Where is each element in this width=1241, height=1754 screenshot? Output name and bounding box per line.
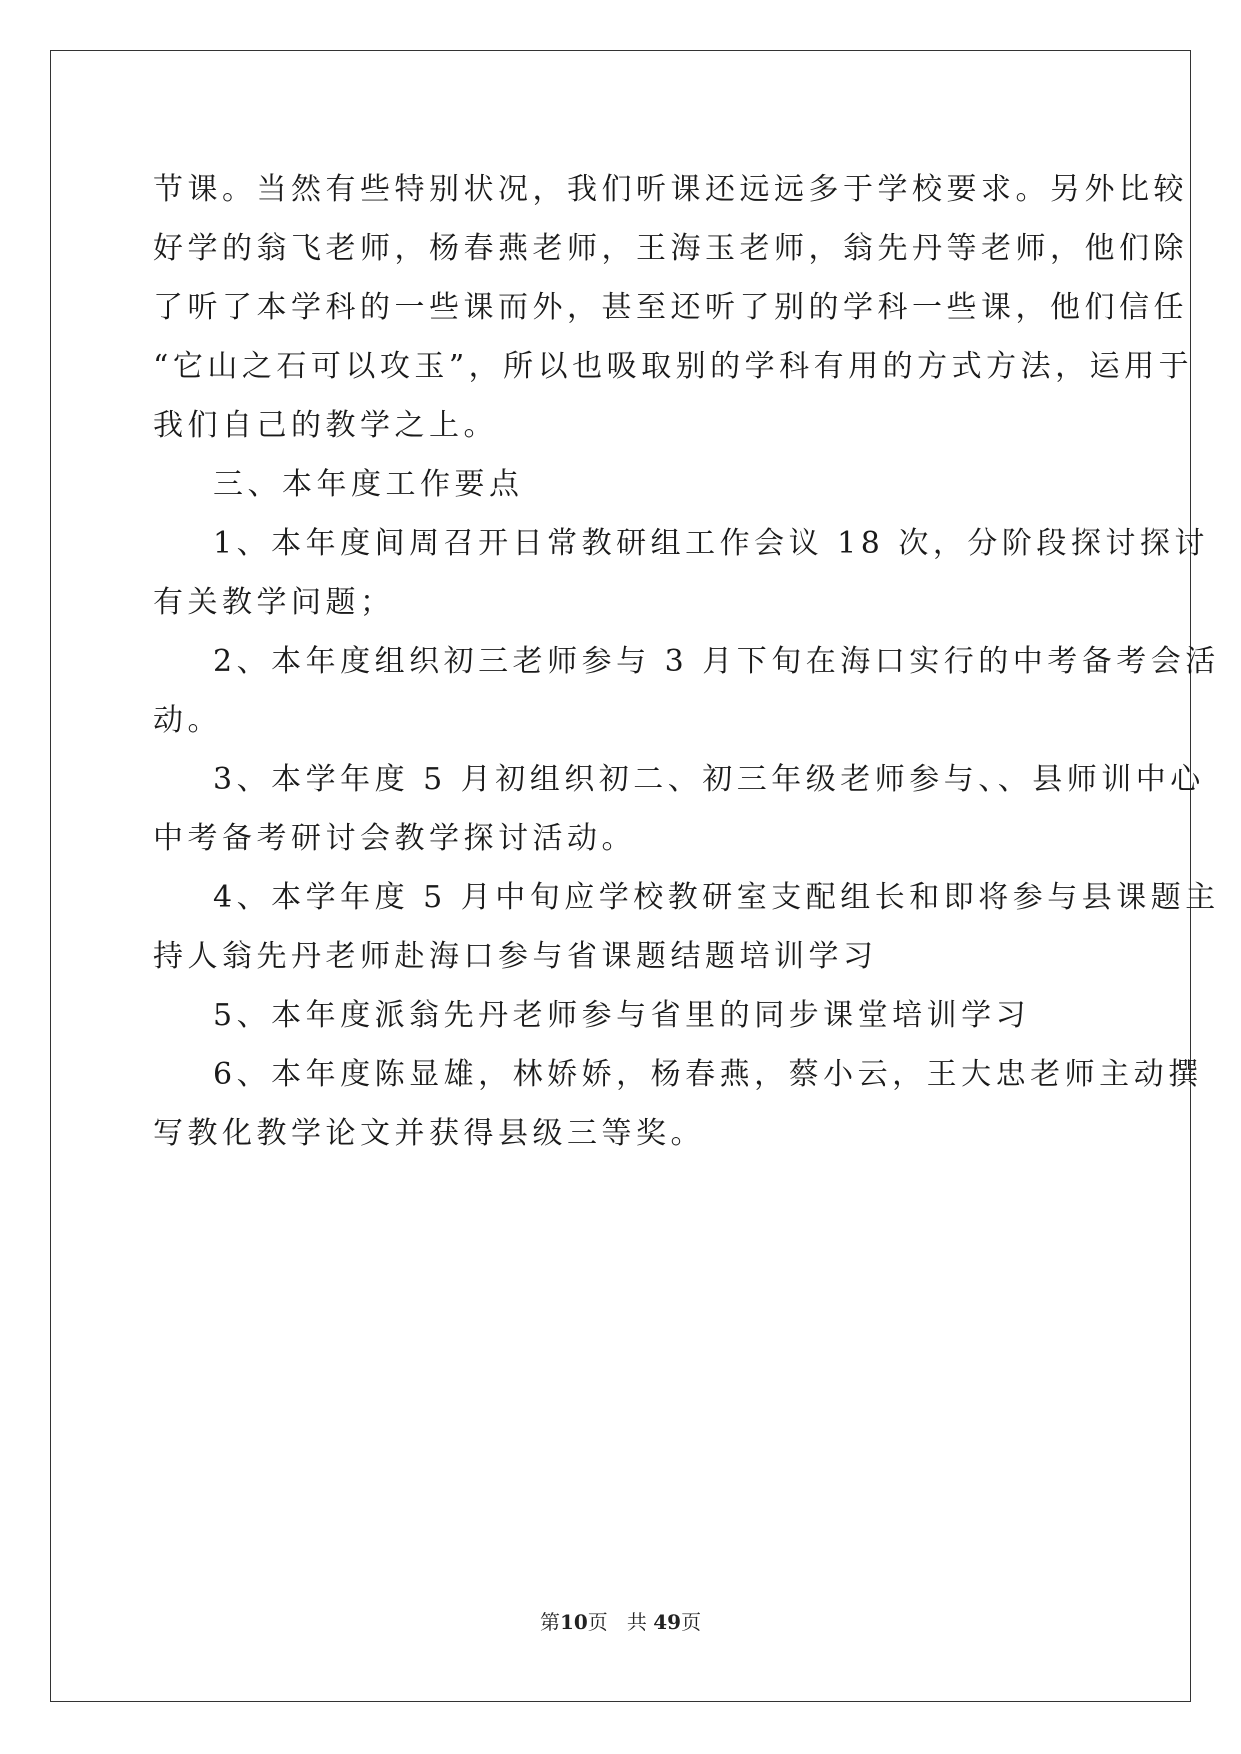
paragraph-line: 5、本年度派翁先丹老师参与省里的同步课堂培训学习 (213, 998, 1031, 1033)
page-suffix: 页 (587, 1610, 608, 1634)
paragraph-line: 2、本年度组织初三老师参与 3 月下旬在海口实行的中考备考会活 (213, 644, 1220, 679)
paragraph-line: 3、本学年度 5 月初组织初二、初三年级老师参与、、县师训中心 (213, 762, 1205, 797)
section-heading: 三、本年度工作要点 (213, 467, 524, 502)
paragraph-line: 中考备考研讨会教学探讨活动。 (153, 821, 636, 856)
paragraph-line: 1、本年度间周召开日常教研组工作会议 18 次，分阶段探讨探讨 (213, 526, 1209, 561)
paragraph-line: 好学的翁飞老师，杨春燕老师，王海玉老师，翁先丹等老师，他们除 (153, 231, 1188, 266)
paragraph-line: 有关教学问题； (153, 585, 395, 620)
paragraph-line: 节课。当然有些特别状况，我们听课还远远多于学校要求。另外比较 (153, 172, 1188, 207)
page-footer (0, 1610, 1241, 1634)
page-number: 10 (559, 1610, 588, 1634)
page-prefix: 第 (539, 1610, 560, 1634)
total-suffix: 页 (681, 1610, 702, 1634)
paragraph-line: “它山之石可以攻玉”，所以也吸取别的学科有用的方式方法，运用于 (153, 349, 1194, 384)
paragraph-line: 我们自己的教学之上。 (153, 408, 498, 443)
paragraph-line: 4、本学年度 5 月中旬应学校教研室支配组长和即将参与县课题主 (213, 880, 1220, 915)
paragraph-line: 动。 (153, 703, 222, 738)
paragraph-line: 了听了本学科的一些课而外，甚至还听了别的学科一些课，他们信任 (153, 290, 1188, 325)
paragraph-line: 6、本年度陈显雄，林娇娇，杨春燕，蔡小云，王大忠老师主动撰 (213, 1057, 1203, 1092)
page-total: 49 (653, 1610, 682, 1634)
total-prefix: 共 (626, 1610, 647, 1634)
paragraph-line: 写教化教学论文并获得县级三等奖。 (153, 1116, 705, 1151)
paragraph-line: 持人翁先丹老师赴海口参与省课题结题培训学习 (153, 939, 878, 974)
